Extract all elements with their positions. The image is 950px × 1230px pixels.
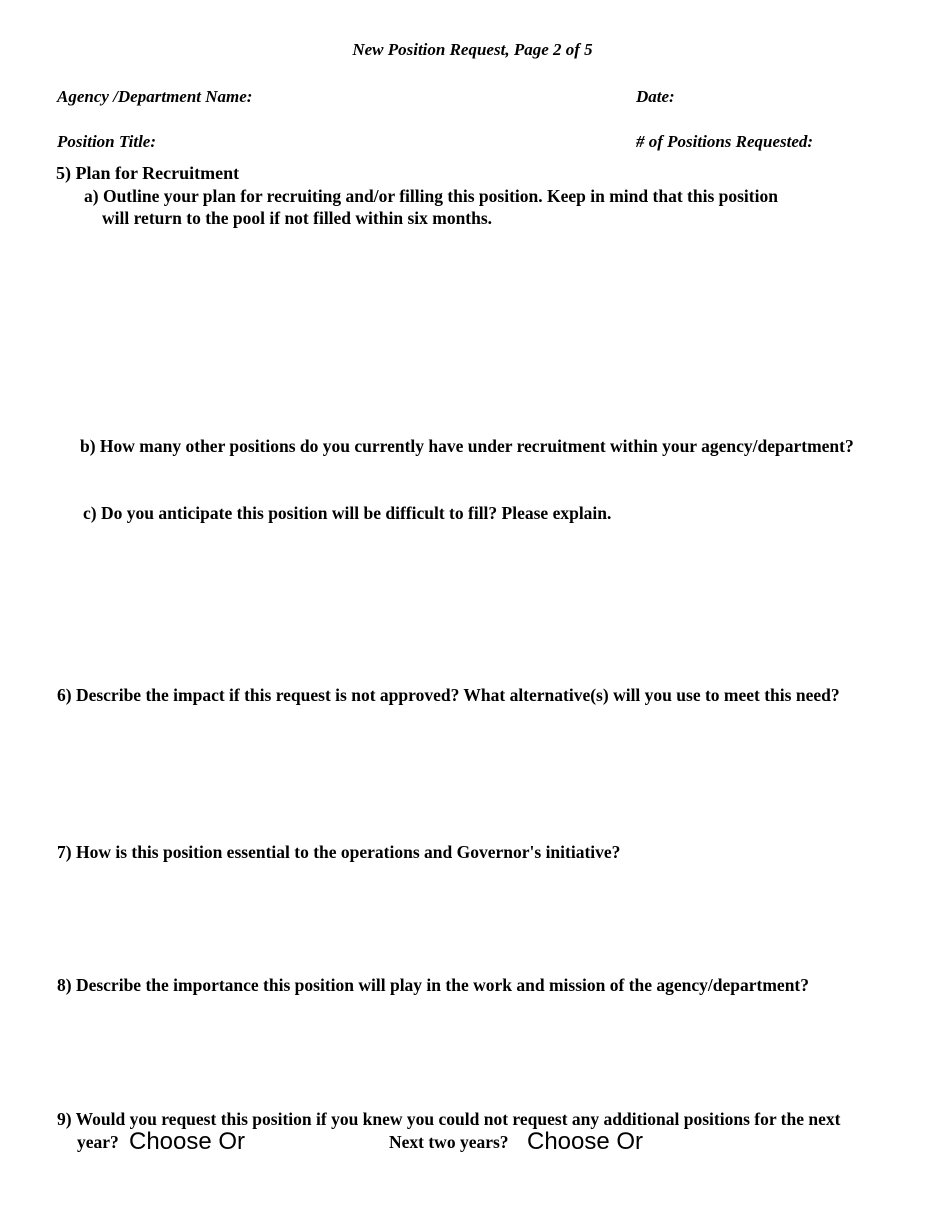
question-6: 6) Describe the impact if this request is not approved? What alternative(s) will you use to meet this need? — [57, 685, 840, 705]
question-8: 8) Describe the importance this position will play in the work and mission of the agency/department? — [57, 975, 810, 995]
section-5-heading: 5) Plan for Recruitment — [56, 163, 240, 183]
question-5c: c) Do you anticipate this position will be difficult to fill? Please explain. — [83, 503, 612, 523]
position-title-input[interactable] — [170, 131, 633, 155]
answer-5a[interactable] — [84, 235, 912, 428]
question-5b: b) How many other positions do you currently have under recruitment within your agency/department? — [80, 436, 854, 456]
date-label: Date: — [636, 87, 675, 106]
question-9-year-label: year? — [77, 1132, 119, 1152]
date-input[interactable] — [684, 86, 932, 110]
answer-6[interactable] — [57, 712, 915, 840]
page-title: New Position Request, Page 2 of 5 — [352, 40, 593, 59]
question-5a-line2: will return to the pool if not filled within six months. — [102, 208, 493, 228]
answer-8[interactable] — [57, 1002, 915, 1105]
answer-7[interactable] — [57, 869, 915, 977]
positions-requested-label: # of Positions Requested: — [636, 132, 814, 151]
answer-5c[interactable] — [84, 530, 912, 678]
answer-5b[interactable] — [84, 462, 912, 488]
year-choice-dropdown[interactable]: Choose Or — [129, 1128, 246, 1155]
agency-input[interactable] — [275, 86, 633, 110]
question-5a-line1: a) Outline your plan for recruiting and/or filling this position. Keep in mind that this position — [84, 186, 778, 206]
positions-requested-input[interactable] — [828, 131, 936, 155]
position-title-label: Position Title: — [57, 132, 157, 151]
question-7: 7) How is this position essential to the operations and Governor's initiative? — [57, 842, 621, 862]
question-9-two-years-label: Next two years? — [389, 1132, 509, 1152]
two-years-choice-dropdown[interactable]: Choose Or — [527, 1128, 644, 1155]
agency-label: Agency /Department Name: — [57, 87, 253, 106]
question-9-line1: 9) Would you request this position if you knew you could not request any additional positions for the next — [57, 1109, 841, 1129]
